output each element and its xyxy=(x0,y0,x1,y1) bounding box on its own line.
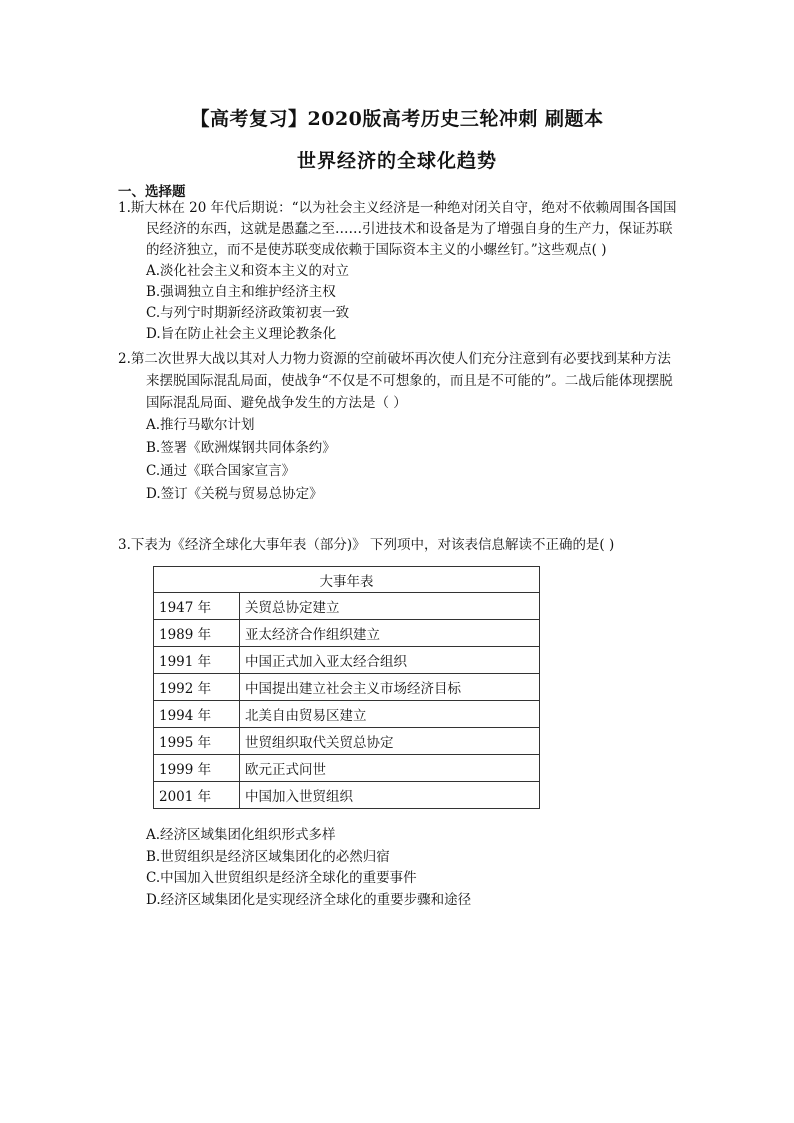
question-2-option-b: B.签署《欧洲煤钢共同体条约》 xyxy=(146,440,336,456)
table-row xyxy=(154,647,540,674)
table-row xyxy=(154,593,540,620)
table-row xyxy=(154,674,540,701)
table-cell-year: 2001 年 xyxy=(154,782,240,809)
table-row xyxy=(154,620,540,647)
question-1-option-a: A.淡化社会主义和资本主义的对立 xyxy=(146,263,350,279)
question-3-option-b: B.世贸组织是经济区域集团化的必然归宿 xyxy=(146,848,390,865)
table-cell-event: 中国提出建立社会主义市场经济目标 xyxy=(240,674,540,701)
question-3-options xyxy=(118,825,471,911)
question-2-option-d: D.签订《关税与贸易总协定》 xyxy=(146,486,323,502)
question-3 xyxy=(118,535,678,556)
table-cell-year: 1999 年 xyxy=(154,755,240,782)
section-heading: 一、选择题 xyxy=(118,184,186,200)
document-subtitle: 世界经济的全球化趋势 xyxy=(296,150,497,172)
table-cell-year: 1947 年 xyxy=(154,593,240,620)
table-cell-year: 1994 年 xyxy=(154,701,240,728)
question-1-option-d: D.旨在防止社会主义理论教条化 xyxy=(146,326,337,342)
question-1-option-c: C.与列宁时期新经济政策初衷一致 xyxy=(146,305,350,321)
question-1-option-b: B.强调独立自主和维护经济主权 xyxy=(146,284,336,300)
question-2 xyxy=(118,348,678,506)
document-title: 【高考复习】2020版高考历史三轮冲刺 刷题本 xyxy=(190,108,604,130)
table-cell-event: 中国加入世贸组织 xyxy=(240,782,540,809)
table-row xyxy=(154,782,540,809)
table-cell-year: 1992 年 xyxy=(154,674,240,701)
table-cell-event: 世贸组织取代关贸总协定 xyxy=(240,728,540,755)
question-3-option-d: D.经济区域集团化是实现经济全球化的重要步骤和途径 xyxy=(146,891,472,908)
table-cell-event: 欧元正式问世 xyxy=(240,755,540,782)
question-3-stem: 3.下表为《经济全球化大事年表（部分)》 下列项中，对该表信息解读不正确的是( ) xyxy=(118,537,615,553)
table-row xyxy=(154,701,540,728)
events-table xyxy=(153,566,540,809)
table-header-row xyxy=(154,567,540,593)
table-row xyxy=(154,728,540,755)
table-cell-event: 中国正式加入亚太经合组织 xyxy=(240,647,540,674)
question-2-option-c: C.通过《联合国家宣言》 xyxy=(146,463,296,479)
question-3-option-a: A.经济区域集团化组织形式多样 xyxy=(146,827,336,843)
question-3-option-c: C.中国加入世贸组织是经济全球化的重要事件 xyxy=(146,870,417,886)
table-cell-year: 1991 年 xyxy=(154,647,240,674)
table-cell-event: 北美自由贸易区建立 xyxy=(240,701,540,728)
question-1-stem: 1.斯大林在 20 年代后期说：“以为社会主义经济是一种绝对闭关自守，绝对不依赖周围各国国民经济的东西，这就是愚蠢之至……引进技术和设备是为了增强自身的生产力，保证苏联的经济独立，而不是使苏联变成依赖于国际资本主义的小螺丝钉。”这些观点( ) xyxy=(118,200,677,258)
question-2-stem: 2.第二次世界大战以其对人力物力资源的空前破坏再次使人们充分注意到有必要找到某种方法来摆脱国际混乱局面，使战争“不仅是不可想象的，而且是不可能的”。二战后能体现摆脱国际混乱局面、避免战争发生的方法是（ ） xyxy=(118,351,673,411)
table-cell-event: 关贸总协定建立 xyxy=(240,593,540,620)
question-1 xyxy=(118,198,678,345)
table-cell-year: 1989 年 xyxy=(154,620,240,647)
table-cell-year: 1995 年 xyxy=(154,728,240,755)
table-header: 大事年表 xyxy=(154,567,540,593)
table-row xyxy=(154,755,540,782)
table-cell-event: 亚太经济合作组织建立 xyxy=(240,620,540,647)
question-2-option-a: A.推行马歇尔计划 xyxy=(146,417,255,433)
